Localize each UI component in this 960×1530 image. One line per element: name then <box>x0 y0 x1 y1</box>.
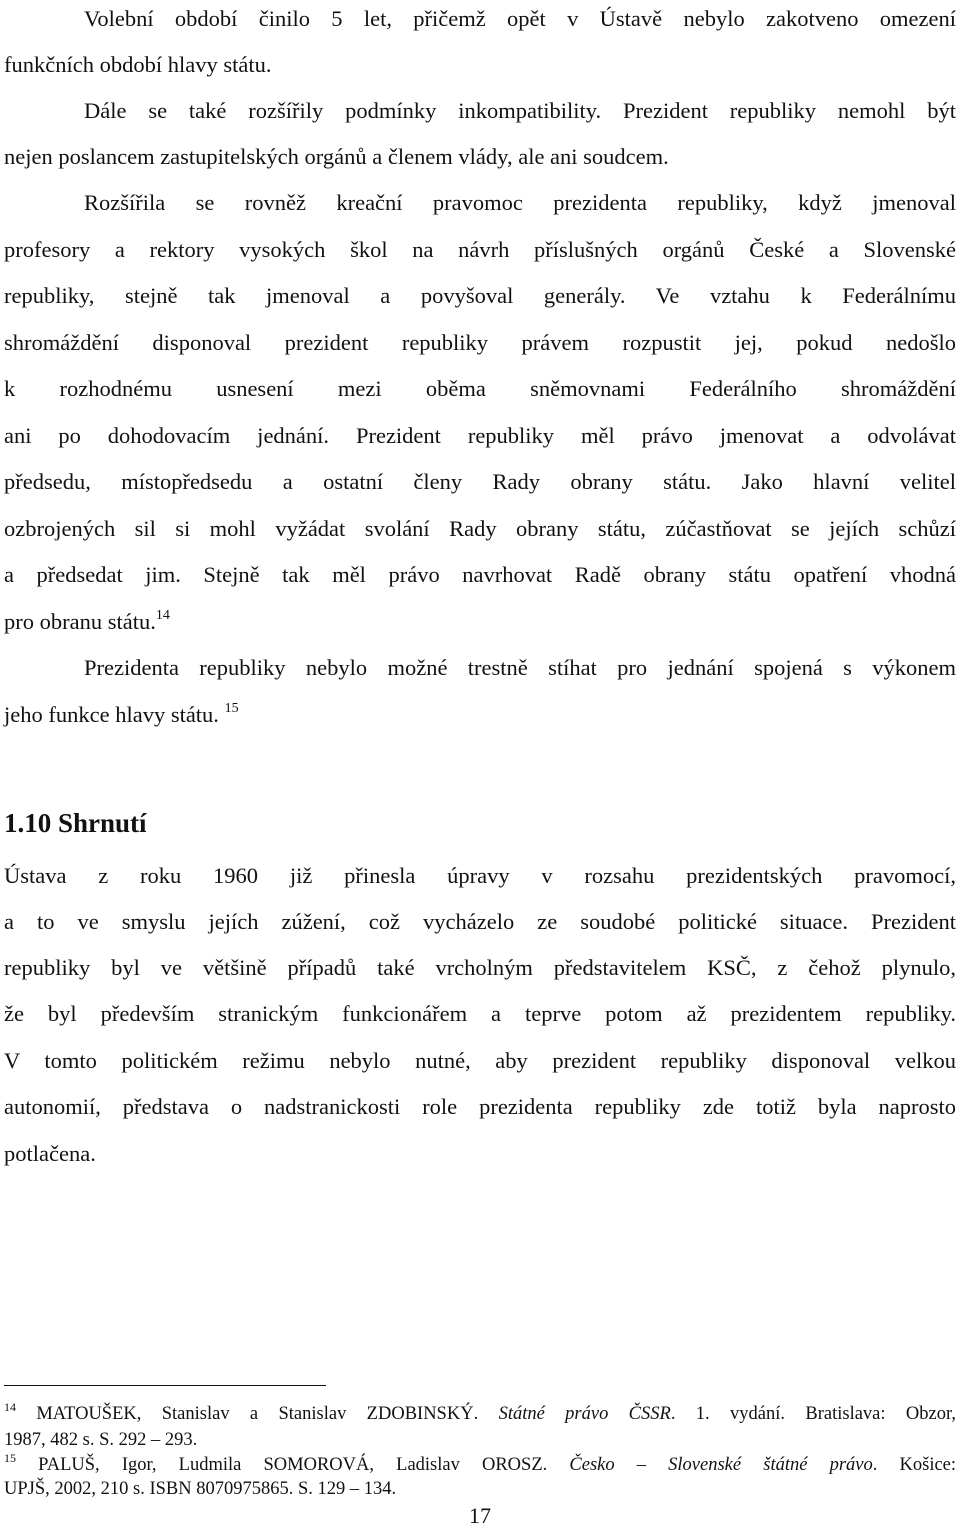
body-line-text: pro obranu státu. <box>4 609 156 634</box>
summary-line: potlačena. <box>4 1141 96 1166</box>
section-heading: 1.10 Shrnutí <box>4 808 147 838</box>
footnote-number: 15 <box>4 1451 16 1465</box>
body-line-text: jeho funkce hlavy státu. <box>4 702 219 727</box>
footnote-rest: . 1. vydání. Bratislava: Obzor, <box>670 1404 956 1424</box>
summary-line: republiky byl ve většině případů také vrcholným představitelem KSČ, z čehož plynulo, <box>4 955 956 980</box>
body-line: Prezidenta republiky nebylo možné trestně stíhat pro jednání spojená s výkonem <box>84 655 956 680</box>
footnote-rest: . Košice: <box>872 1455 957 1475</box>
body-line: předsedu, místopředsedu a ostatní členy Rady obrany státu. Jako hlavní velitel <box>4 469 956 494</box>
body-line: Volební období činilo 5 let, přičemž opět v Ústavě nebylo zakotveno omezení <box>84 6 956 31</box>
summary-line: autonomií, představa o nadstranickosti role prezidenta republiky zde totiž byla naprosto <box>4 1094 956 1119</box>
body-line: shromáždění disponoval prezident republiky právem rozpustit jej, pokud nedošlo <box>4 330 956 355</box>
footnote-14 <box>4 1402 956 1426</box>
page-number: 17 <box>469 1503 491 1528</box>
body-line: a předsedat jim. Stejně tak měl právo navrhovat Radě obrany státu opatření vhodná <box>4 562 956 587</box>
body-line: profesory a rektory vysokých škol na návrh příslušných orgánů České a Slovenské <box>4 237 956 262</box>
body-line: funkčních období hlavy státu. <box>4 52 272 77</box>
footnote-ref: 15 <box>224 701 239 716</box>
footnote-15 <box>4 1453 956 1477</box>
summary-line: V tomto politickém režimu nebylo nutné, aby prezident republiky disponoval velkou <box>4 1048 956 1073</box>
summary-line: Ústava z roku 1960 již přinesla úpravy v rozsahu prezidentských pravomocí, <box>4 863 956 888</box>
footnote-separator <box>4 1385 326 1386</box>
summary-line: a to ve smyslu jejích zúžení, což vycházelo ze soudobé politické situace. Prezident <box>4 909 956 934</box>
body-line: Dále se také rozšířily podmínky inkompatibility. Prezident republiky nemohl být <box>84 98 956 123</box>
footnote-title: Státné právo ČSSR <box>498 1404 671 1424</box>
body-line <box>4 700 956 730</box>
footnote-authors: MATOUŠEK, Stanislav a Stanislav ZDOBINSKÝ. <box>36 1404 479 1424</box>
body-line: Rozšířila se rovněž kreační pravomoc prezidenta republiky, když jmenoval <box>84 190 956 215</box>
footnote-number: 14 <box>4 1400 16 1414</box>
footnote-ref: 14 <box>155 608 170 623</box>
summary-line: že byl především stranickým funkcionářem a teprve potom až prezidentem republiky. <box>4 1001 956 1026</box>
footnote-15-line2: UPJŠ, 2002, 210 s. ISBN 8070975865. S. 129 – 134. <box>4 1479 397 1499</box>
body-line: k rozhodnému usnesení mezi oběma sněmovnami Federálního shromáždění <box>4 376 956 401</box>
body-line: nejen poslancem zastupitelských orgánů a členem vlády, ale ani soudcem. <box>4 144 669 169</box>
body-line: ozbrojených sil si mohl vyžádat svolání Rady obrany státu, zúčastňovat se jejích schůzí <box>4 516 956 541</box>
footnote-authors: PALUŠ, Igor, Ludmila SOMOROVÁ, Ladislav OROSZ. <box>38 1455 548 1475</box>
body-line: ani po dohodovacím jednání. Prezident republiky měl právo jmenovat a odvolávat <box>4 423 956 448</box>
body-line: republiky, stejně tak jmenoval a povyšoval generály. Ve vztahu k Federálnímu <box>4 283 956 308</box>
footnote-14-line2: 1987, 482 s. S. 292 – 293. <box>4 1430 198 1450</box>
footnote-title: Česko – Slovenské štátné právo <box>569 1455 873 1475</box>
body-line <box>4 607 956 637</box>
